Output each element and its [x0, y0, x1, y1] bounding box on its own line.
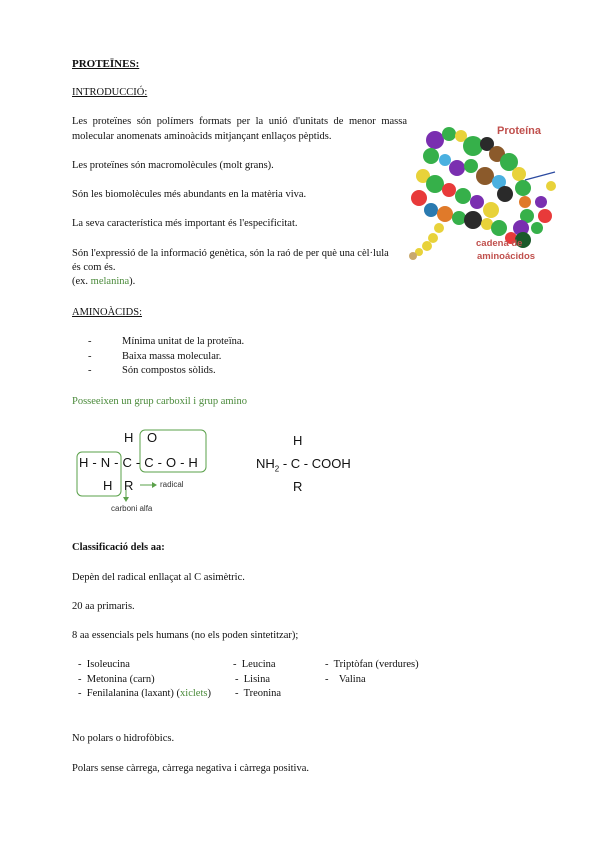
protein-label: Proteína [497, 125, 542, 137]
aa-list-item: - Isoleucina [78, 659, 130, 670]
intro-para1-line2: molecular anomenats aminoàcids mitjançant enllaços pèptids. [72, 131, 332, 142]
aa-bullet-2: - Baixa massa molecular. [88, 351, 222, 362]
aa-green-note: Posseeixen un grup carboxil i grup amino [72, 396, 247, 407]
formula2-main: $NH_2$ - C - COOH [256, 456, 351, 474]
aa-list-item: - Fenilalanina (laxant) (xiclets) [78, 688, 211, 699]
intro-para5-line2: és com és. [72, 262, 116, 273]
classification-line3: 8 aa essencials pels humans (no els poden sintetitzar); [72, 630, 299, 641]
formula2-bottom-r: R [293, 479, 303, 494]
melanina-term: melanina [90, 276, 130, 287]
classification-line5: Polars sense càrrega, càrrega negativa i càrrega positiva. [72, 763, 310, 774]
aa-bullet-3: - Són compostos sòlids. [88, 365, 216, 376]
intro-para2: Les proteïnes són macromolècules (molt grans). [72, 160, 274, 171]
intro-para5-line3: (ex. melanina). [72, 276, 136, 287]
formula2-top-h: H [293, 433, 303, 448]
aa-bullet-1: - Mínima unitat de la proteïna. [88, 336, 245, 347]
formula-top-o: O [147, 430, 158, 445]
aa-list-item: - Leucina [233, 659, 276, 670]
intro-para1-line1: Les proteïnes són polímers formats per la unió d'unitats de menor massa [72, 116, 407, 127]
aa-list-item: - Treonina [235, 688, 282, 699]
intro-para3: Són les biomolècules més abundants en la matèria viva. [72, 189, 307, 200]
classification-heading: Classificació dels aa: [72, 542, 165, 553]
chain-label-line1: cadena de [476, 238, 523, 249]
formula-main: H - N - C - C - O - H [79, 455, 199, 470]
aminoacids-heading: AMINOÀCIDS: [72, 307, 143, 318]
chain-label-line2: aminoácidos [477, 251, 536, 262]
classification-line2: 20 aa primaris. [72, 601, 135, 612]
carboni-alfa-label: carboni alfa [111, 504, 153, 513]
classification-line1: Depèn del radical enllaçat al C asimètric. [72, 572, 245, 583]
aa-list-item: - Triptòfan (verdures) [325, 659, 419, 670]
intro-para5-line1: Són l'expressió de la informació genètica, són la raó de per què una cèl·lula [72, 248, 389, 259]
formula-bottom-h: H [103, 478, 113, 493]
aa-list-item: - Valina [325, 674, 366, 685]
formula-bottom-r: R [124, 478, 134, 493]
formula-top-h: H [124, 430, 134, 445]
aa-list-item: - Metonina (carn) [78, 674, 155, 685]
classification-line4: No polars o hidrofòbics. [72, 733, 175, 744]
page-title: PROTEÏNES: [72, 58, 140, 70]
xiclets-term: xiclets [180, 688, 208, 699]
intro-heading: INTRODUCCIÓ: [72, 87, 148, 98]
intro-para4: La seva característica més important és l'especificitat. [72, 218, 298, 229]
radical-label: radical [160, 480, 184, 489]
aa-list-item: - Lisina [235, 674, 270, 685]
